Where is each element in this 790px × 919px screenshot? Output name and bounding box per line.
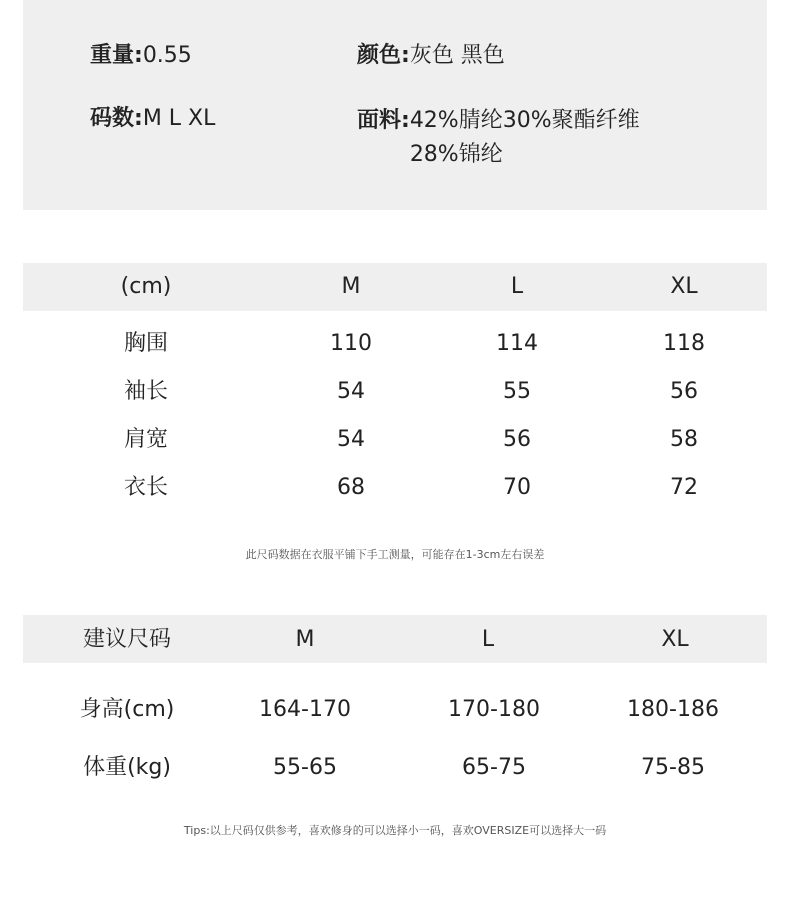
material-info — [357, 104, 660, 172]
suggest-row-label: 身高(cm) — [79, 697, 175, 722]
tips-note: Tips:以上尺码仅供参考，喜欢修身的可以选择小一码，喜欢OVERSIZE可以选择大一码 — [183, 824, 607, 837]
size-cell: 118 — [663, 331, 705, 356]
size-table-header: M — [341, 274, 361, 299]
suggest-table-header: 建议尺码 — [82, 627, 171, 652]
suggest-cell: 75-85 — [641, 755, 705, 780]
size-value: M L XL — [142, 106, 216, 131]
size-row-label: 肩宽 — [123, 427, 168, 452]
suggest-cell: 55-65 — [273, 755, 337, 780]
size-label: 码数: — [90, 106, 143, 131]
suggest-cell: 170-180 — [448, 697, 540, 722]
size-cell: 56 — [503, 427, 531, 452]
suggest-table-header: XL — [661, 627, 689, 652]
size-cell: 55 — [503, 379, 531, 404]
size-cell: 58 — [670, 427, 698, 452]
weight-label: 重量: — [90, 43, 143, 68]
size-row-label: 衣长 — [123, 475, 168, 500]
material-line-1: 42%腈纶30%聚酯纤维 — [409, 108, 640, 133]
size-cell: 68 — [337, 475, 365, 500]
size-cell: 70 — [503, 475, 531, 500]
size-row-label: 袖长 — [123, 379, 168, 404]
suggest-row-label: 体重(kg) — [83, 755, 171, 780]
material-line-2: 28%锦纶 — [409, 142, 503, 167]
color-label: 颜色: — [357, 43, 410, 68]
size-cell: 72 — [670, 475, 698, 500]
size-cell: 54 — [337, 379, 365, 404]
material-label: 面料: — [357, 108, 410, 133]
suggest-cell: 180-186 — [627, 697, 719, 722]
suggest-cell: 65-75 — [462, 755, 526, 780]
size-row-label: 胸围 — [123, 331, 168, 356]
size-cell: 114 — [496, 331, 538, 356]
suggest-table-header: M — [295, 627, 315, 652]
suggest-table-header: L — [481, 627, 495, 652]
size-info — [90, 102, 215, 136]
color-value: 灰色 黑色 — [409, 43, 505, 68]
weight-info — [90, 39, 192, 73]
color-info — [357, 39, 505, 73]
size-table-header: L — [510, 274, 524, 299]
size-table-header: XL — [670, 274, 698, 299]
size-cell: 54 — [337, 427, 365, 452]
size-cell: 56 — [670, 379, 698, 404]
material-value — [410, 104, 660, 172]
size-cell: 110 — [330, 331, 372, 356]
size-table-header: (cm) — [120, 274, 172, 299]
measurement-note: 此尺码数据在衣服平铺下手工测量，可能存在1-3cm左右误差 — [245, 548, 545, 561]
suggest-cell: 164-170 — [259, 697, 351, 722]
weight-value: 0.55 — [142, 43, 192, 68]
